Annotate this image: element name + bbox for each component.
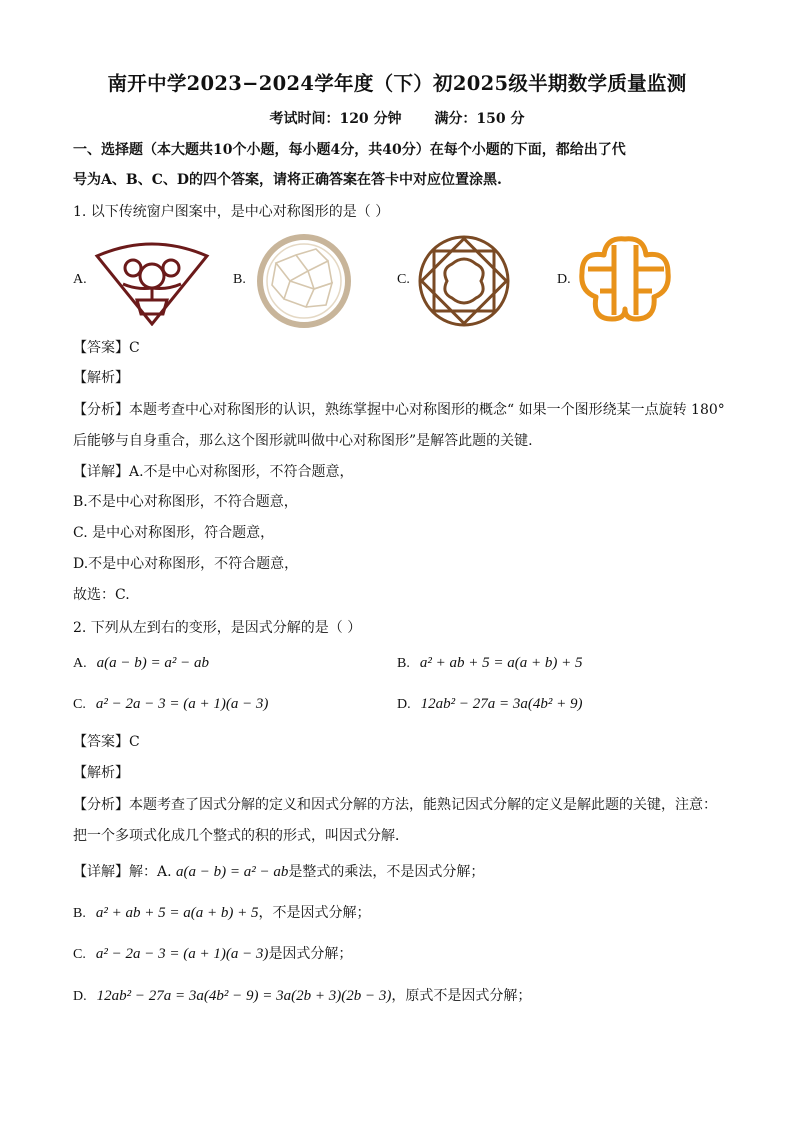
page-title: 南开中学2023−2024学年度（下）初2025级半期数学质量监测: [107, 72, 687, 95]
q2-option-c-label: C.: [73, 697, 86, 712]
q2-fenxi-line-2: 把一个多项式化成几个整式的积的形式，叫因式分解．: [73, 828, 409, 844]
fan-window-icon: [93, 238, 211, 326]
q2-option-a-formula: a(a − b) = a² − ab: [96, 655, 209, 671]
q2-option-b-formula: a² + ab + 5 = a(a + b) + 5: [419, 655, 583, 671]
lattice-circle-window-icon: [256, 233, 352, 329]
q1-detail-d: D.不是中心对称图形，不符合题意，: [73, 556, 299, 572]
q2-detail-prefix: 【详解】解：A.: [73, 864, 172, 880]
q2-detail-b-text: ，不是因式分解；: [258, 905, 371, 921]
q2-detail-c-label: C.: [73, 947, 86, 962]
q2-analysis-label: 【解析】: [73, 765, 129, 781]
q2-option-b-label: B.: [397, 656, 410, 671]
q2-answer: 【答案】C: [73, 734, 140, 750]
q1-detail-c: C. 是中心对称图形，符合题意，: [73, 525, 275, 541]
q1-option-b-label: B.: [233, 272, 246, 287]
square-circle-window-icon: [417, 234, 511, 328]
q2-detail-b-formula: a² + ab + 5 = a(a + b) + 5: [95, 905, 259, 921]
q1-answer: 【答案】C: [73, 340, 140, 356]
q2-detail-d: [73, 986, 531, 1007]
q1-option-d-label: D.: [557, 272, 571, 287]
q2-option-d-formula: 12ab² − 27a = 3a(4b² + 9): [420, 696, 583, 712]
q2-detail-a: [73, 862, 484, 882]
q2-detail-c: [73, 944, 352, 965]
q1-analysis-label: 【解析】: [73, 370, 129, 386]
q1-option-c-label: C.: [397, 272, 410, 287]
q2-option-a-label: A.: [73, 656, 87, 671]
exam-info: [0, 108, 794, 128]
q1-fenxi-line-1: 【分析】本题考查中心对称图形的认识，熟练掌握中心对称图形的概念“ 如果一个图形绕某一点旋转 180°: [73, 402, 725, 418]
q1-stem: 1. 以下传统窗户图案中，是中心对称图形的是（ ）: [73, 204, 390, 220]
q1-fenxi-line-2: 后能够与自身重合，那么这个图形就叫做中心对称图形”是解答此题的关键.: [73, 433, 533, 449]
q1-detail-a: 【详解】A.不是中心对称图形，不符合题意，: [73, 464, 354, 480]
q2-option-d: [397, 694, 582, 715]
q2-detail-d-label: D.: [73, 989, 87, 1004]
q2-option-b: [397, 653, 582, 674]
full-score: 满分：150 分: [434, 111, 525, 127]
q2-option-c: [73, 694, 268, 715]
q2-option-a: [73, 653, 209, 674]
section-intro-line-1: 一、选择题（本大题共10个小题，每小题4分，共40分）在每个小题的下面，都给出了代: [73, 142, 626, 158]
q2-detail-d-text: ，原式不是因式分解；: [391, 988, 532, 1004]
q2-option-d-label: D.: [397, 697, 411, 712]
q1-conclusion: 故选：C.: [73, 587, 130, 603]
q2-detail-a-text: 是整式的乘法，不是因式分解；: [288, 864, 485, 880]
section-intro-line-2: 号为A、B、C、D的四个答案，请将正确答案在答卡中对应位置涂黑.: [73, 172, 502, 188]
q1-detail-b: B.不是中心对称图形，不符合题意，: [73, 494, 298, 510]
q2-detail-a-formula: a(a − b) = a² − ab: [176, 864, 289, 880]
q2-detail-c-text: 是因式分解；: [268, 946, 353, 962]
q2-option-c-formula: a² − 2a − 3 = (a + 1)(a − 3): [95, 696, 269, 712]
q2-detail-c-formula: a² − 2a − 3 = (a + 1)(a − 3): [95, 946, 269, 962]
exam-time: 考试时间：120 分钟: [269, 111, 402, 127]
q2-detail-b-label: B.: [73, 906, 86, 921]
q2-detail-d-formula: 12ab² − 27a = 3a(4b² − 9) = 3a(2b + 3)(2b − 3): [96, 988, 392, 1004]
q2-detail-b: [73, 903, 370, 924]
q1-option-a-label: A.: [73, 272, 87, 287]
plum-blossom-window-icon: [578, 235, 672, 323]
q2-fenxi-line-1: 【分析】本题考查了因式分解的定义和因式分解的方法，能熟记因式分解的定义是解此题的关键，注意：: [73, 797, 717, 813]
q2-stem: 2. 下列从左到右的变形，是因式分解的是（ ）: [73, 620, 362, 636]
